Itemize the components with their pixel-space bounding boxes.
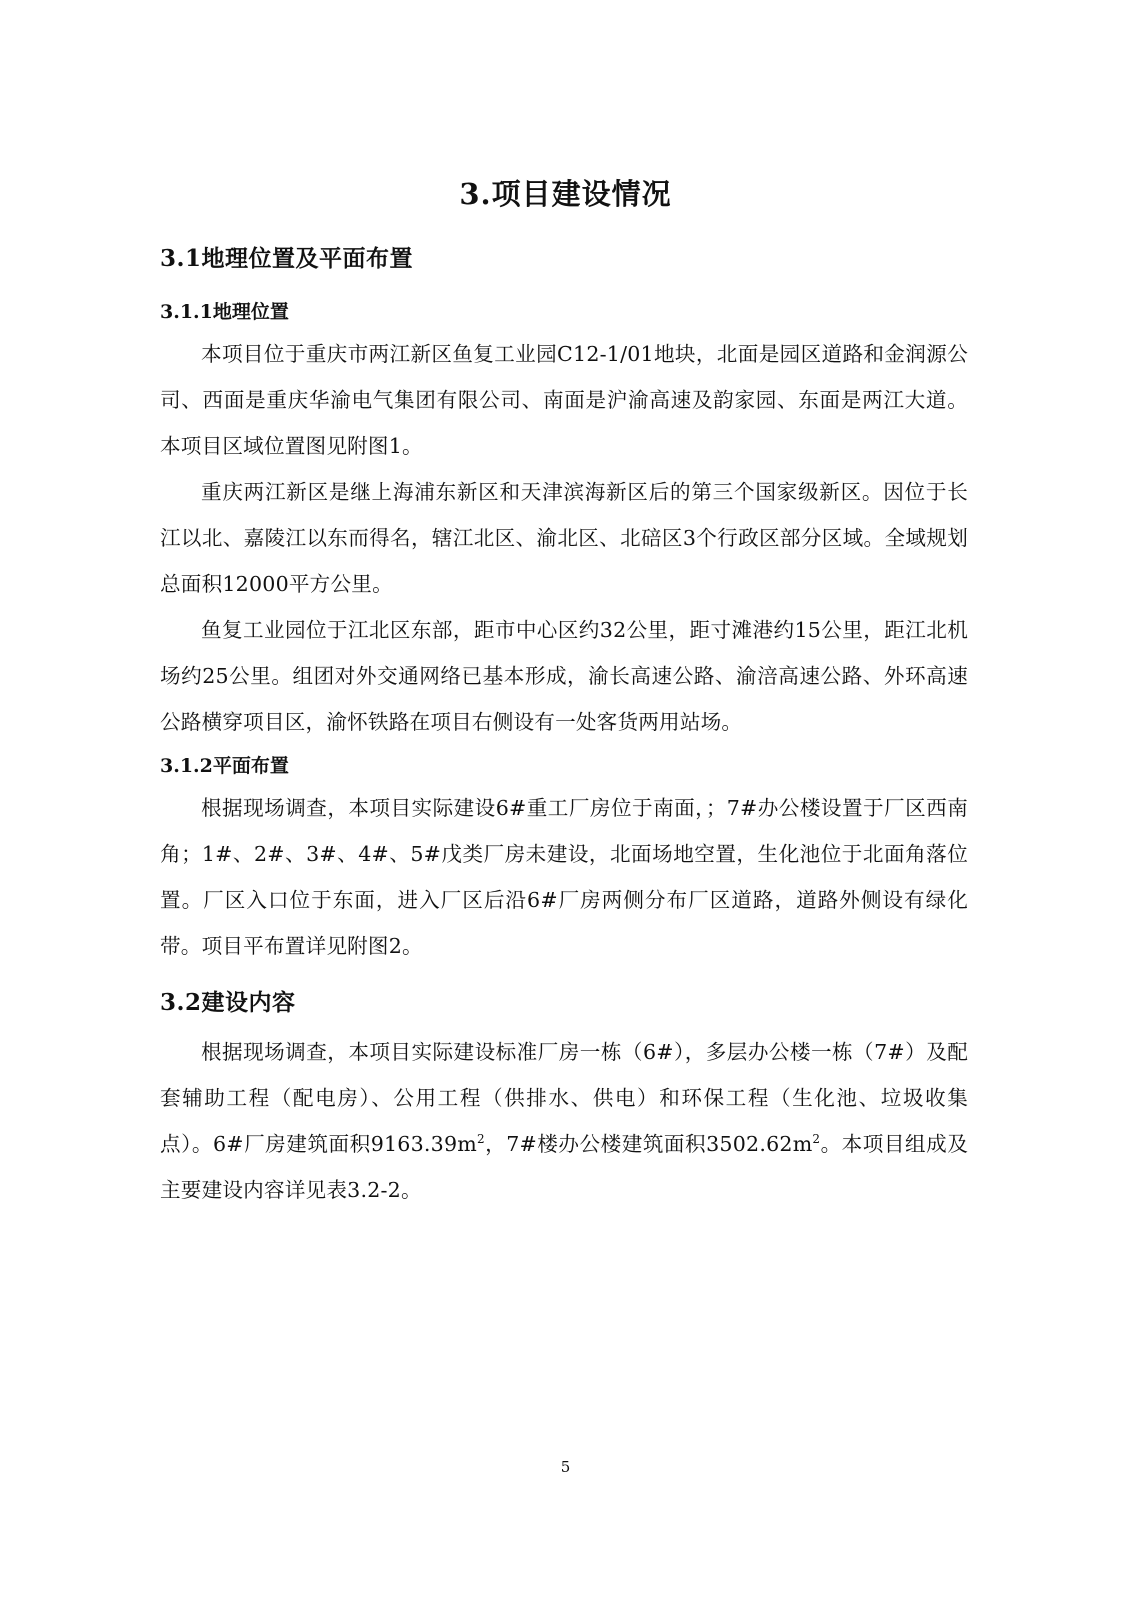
construction-text-part2: ，7#楼办公楼建筑面积3502.62m (484, 1132, 813, 1156)
subsection-title-3-1-2: 3.1.2平面布置 (160, 755, 289, 777)
section-title-3-1: 3.1地理位置及平面布置 (160, 245, 414, 272)
paragraph-liangjiang: 重庆两江新区是继上海浦东新区和天津滨海新区后的第三个国家级新区。因位于长江以北、嘉陵江以东而得名，辖江北区、渝北区、北碚区3个行政区部分区域。全域规划总面积12000平方公里。 (160, 480, 968, 596)
subsection-title-3-1-1: 3.1.1地理位置 (160, 301, 289, 323)
paragraph-location: 本项目位于重庆市两江新区鱼复工业园C12-1/01地块，北面是园区道路和金润源公司、西面是重庆华渝电气集团有限公司、南面是沪渝高速及韵家园、东面是两江大道。本项目区域位置图见附图1。 (160, 342, 968, 458)
chapter-title: 3.项目建设情况 (459, 177, 672, 211)
construction-text-part1: 根据现场调查，本项目实际建设标准厂房一栋（6#），多层办公楼一栋（7#）及配套辅助工程（配电房）、公用工程（供排水、供电）和环保工程（生化池、垃圾收集点）。6#厂房建筑面积9163.39m (160, 1040, 968, 1156)
superscript-square-1: 2 (476, 1132, 485, 1147)
page-number: 5 (560, 1458, 571, 1476)
section-title-3-2: 3.2建设内容 (160, 989, 296, 1016)
paragraph-construction-content (160, 1029, 968, 1213)
paragraph-yufu-park: 鱼复工业园位于江北区东部，距市中心区约32公里，距寸滩港约15公里，距江北机场约25公里。组团对外交通网络已基本形成，渝长高速公路、渝涪高速公路、外环高速公路横穿项目区，渝怀铁路在项目右侧设有一处客货两用站场。 (160, 618, 968, 734)
construction-text-part3: 。本项目组成及主要建设内容详见表3.2-2。 (160, 1132, 968, 1202)
superscript-square-2: 2 (812, 1132, 821, 1147)
paragraph-layout: 根据现场调查，本项目实际建设6#重工厂房位于南面，；7#办公楼设置于厂区西南角；1#、2#、3#、4#、5#戊类厂房未建设，北面场地空置，生化池位于北面角落位置。厂区入口位于东面，进入厂区后沿6#厂房两侧分布厂区道路，道路外侧设有绿化带。项目平布置详见附图2。 (160, 796, 968, 958)
